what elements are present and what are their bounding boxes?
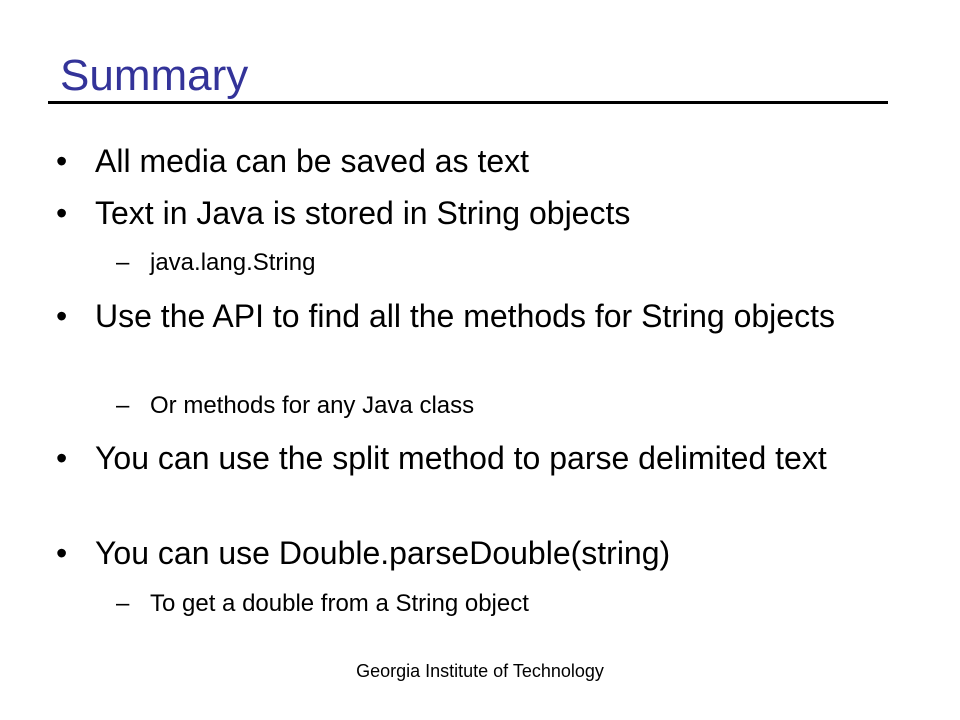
slide-footer: Georgia Institute of Technology bbox=[356, 661, 604, 681]
slide-title: Summary bbox=[60, 51, 249, 100]
bullet-marker: • bbox=[56, 535, 68, 571]
sub-bullet-marker: – bbox=[116, 590, 130, 617]
bullet-marker: • bbox=[56, 195, 68, 231]
bullet-item-2 bbox=[56, 193, 886, 233]
bullet-item-3 bbox=[56, 296, 886, 336]
title-underline bbox=[48, 101, 888, 104]
bullet-text: You can use Double.parseDouble(string) bbox=[95, 535, 671, 571]
bullet-marker: • bbox=[56, 298, 68, 334]
sub-bullet-item-1 bbox=[116, 248, 886, 278]
sub-bullet-marker: – bbox=[116, 249, 130, 276]
bullet-item-5 bbox=[56, 533, 886, 573]
bullet-text: Use the API to find all the methods for String objects bbox=[95, 298, 835, 334]
bullet-text: All media can be saved as text bbox=[95, 143, 530, 179]
sub-bullet-marker: – bbox=[116, 392, 130, 419]
bullet-marker: • bbox=[56, 440, 68, 476]
sub-bullet-text: To get a double from a String object bbox=[150, 590, 529, 617]
sub-bullet-item-3 bbox=[116, 589, 886, 619]
bullet-item-1 bbox=[56, 141, 886, 181]
bullet-text: Text in Java is stored in String objects bbox=[95, 195, 631, 231]
sub-bullet-text: java.lang.String bbox=[150, 249, 316, 276]
bullet-item-4 bbox=[56, 438, 886, 478]
bullet-text: You can use the split method to parse delimited text bbox=[95, 440, 827, 476]
sub-bullet-text: Or methods for any Java class bbox=[150, 392, 475, 419]
bullet-marker: • bbox=[56, 143, 68, 179]
sub-bullet-item-2 bbox=[116, 391, 886, 421]
